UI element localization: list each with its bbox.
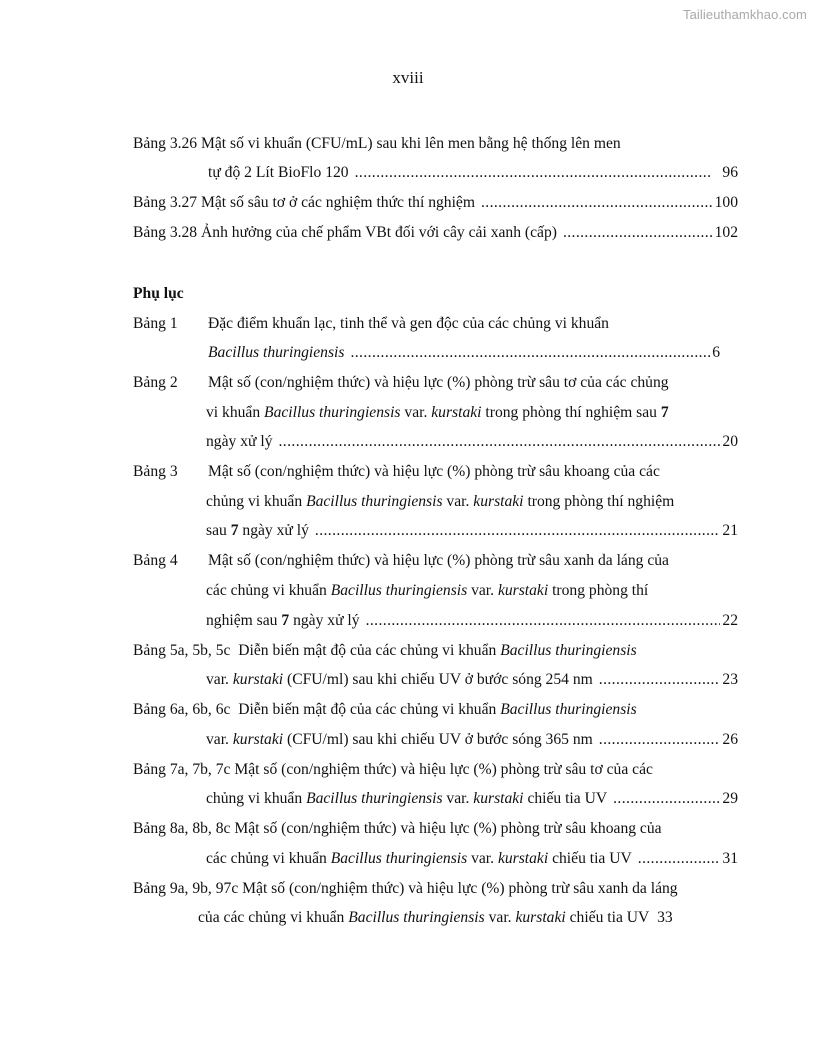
- entry-text: nghiệm sau: [206, 612, 278, 629]
- var-text: var.: [488, 909, 512, 926]
- species-name: Bacillus thuringiensis: [348, 909, 485, 926]
- entry-label: Bảng 5a, 5b, 5c: [133, 642, 231, 659]
- entry-text: chủng vi khuẩn: [206, 790, 303, 807]
- entry-title: Mật số (con/nghiệm thức) và hiệu lực (%) phòng trừ sâu tơ của các chủng: [208, 374, 669, 391]
- entry-text: chiếu tia UV: [552, 850, 632, 867]
- appendix-entry-7[interactable]: [133, 760, 653, 780]
- entry-text: ngày xử lý: [242, 522, 309, 539]
- entry-label: Bảng 3: [133, 463, 178, 480]
- appendix-entry-1[interactable]: [133, 314, 609, 334]
- species-name: Bacillus thuringiensis: [306, 493, 443, 510]
- day-count: 7: [281, 612, 290, 629]
- var-text: var.: [471, 850, 495, 867]
- entry-label: Bảng 3.28: [133, 224, 198, 241]
- species-name: Bacillus thuringiensis: [208, 344, 345, 361]
- entry-text: chiếu tia UV: [527, 790, 608, 807]
- appendix-entry-3-line2: [206, 492, 674, 512]
- appendix-entry-2[interactable]: [133, 373, 669, 393]
- leader-dots: [599, 670, 721, 690]
- entry-title: tự độ 2 Lít BioFlo 120: [208, 164, 349, 181]
- entry-page: 6: [712, 344, 720, 361]
- entry-label: Bảng 1: [133, 315, 178, 332]
- entry-title: Mật số (con/nghiệm thức) và hiệu lực (%) phòng trừ sâu khoang của các: [208, 463, 660, 480]
- entry-label: Bảng 7a, 7b, 7c: [133, 761, 231, 778]
- species-name: Bacillus thuringiensis: [500, 701, 637, 718]
- appendix-entry-4[interactable]: [133, 551, 669, 571]
- toc-entry-3-27[interactable]: [133, 193, 738, 213]
- entry-text: [206, 789, 607, 809]
- species-name: Bacillus thuringiensis: [264, 404, 401, 421]
- page-number: xviii: [392, 68, 424, 87]
- appendix-entry-5-line2[interactable]: [206, 670, 738, 690]
- entry-label: Bảng 3.26: [133, 135, 198, 152]
- appendix-entry-8[interactable]: [133, 819, 662, 839]
- appendix-entry-5[interactable]: [133, 641, 637, 661]
- appendix-entry-9[interactable]: [133, 879, 678, 899]
- species-name: Bacillus thuringiensis: [306, 790, 443, 807]
- entry-text: chủng vi khuẩn: [206, 493, 303, 510]
- leader-dots: [355, 163, 713, 183]
- entry-page: 23: [722, 671, 738, 688]
- subspecies-name: kurstaki: [497, 582, 549, 599]
- entry-page: 22: [722, 612, 738, 629]
- species-name: Bacillus thuringiensis: [330, 850, 468, 867]
- entry-label: Bảng 8a, 8b, 8c: [133, 820, 231, 837]
- var-text: var.: [446, 493, 470, 510]
- entry-text: [206, 730, 593, 750]
- subspecies-name: kurstaki: [497, 850, 549, 867]
- leader-dots: [366, 611, 721, 631]
- entry-text: ngày xử lý: [293, 612, 360, 629]
- subspecies-name: kurstaki: [431, 404, 482, 421]
- entry-title: Mật số (con/nghiệm thức) và hiệu lực (%) phòng trừ sâu xanh da láng của: [208, 552, 669, 569]
- entry-page: 33: [657, 909, 673, 926]
- species-name: Bacillus thuringiensis: [500, 642, 637, 659]
- leader-dots: [350, 343, 710, 363]
- subspecies-name: kurstaki: [473, 790, 524, 807]
- appendix-entry-3-line3[interactable]: [206, 521, 738, 541]
- leader-dots: [613, 789, 720, 809]
- entry-page: 100: [714, 194, 738, 211]
- leader-dots: [315, 521, 721, 541]
- entry-label: Bảng 6a, 6b, 6c: [133, 701, 231, 718]
- entry-title: Mật số vi khuẩn (CFU/mL) sau khi lên men bằng hệ thống lên men: [201, 135, 621, 152]
- entry-text: vi khuẩn: [206, 404, 261, 421]
- day-count: 7: [660, 404, 669, 421]
- leader-dots: [279, 432, 721, 452]
- entry-page: 20: [722, 433, 738, 450]
- day-count: 7: [230, 522, 239, 539]
- subspecies-name: kurstaki: [473, 493, 524, 510]
- var-text: var.: [404, 404, 428, 421]
- entry-text: các chủng vi khuẩn: [206, 850, 327, 867]
- appendix-entry-8-line2[interactable]: [206, 849, 738, 869]
- watermark: Tailieuthamkhao.com: [682, 7, 807, 22]
- entry-text: ngày xử lý: [206, 433, 273, 450]
- appendix-entry-2-line3[interactable]: [206, 432, 738, 452]
- entry-title: Mật số (con/nghiệm thức) và hiệu lực (%) phòng trừ sâu tơ của các: [234, 761, 653, 778]
- entry-title: Ảnh hưởng của chế phẩm VBt đối với cây cải xanh (cấp): [201, 224, 557, 241]
- entry-page: 26: [722, 731, 738, 748]
- subspecies-name: kurstaki: [515, 909, 566, 926]
- entry-page: 21: [722, 522, 738, 539]
- leader-dots: [481, 193, 713, 213]
- subspecies-name: kurstaki: [232, 731, 284, 748]
- entry-text: trong phòng thí: [552, 582, 649, 599]
- entry-text: [206, 521, 309, 541]
- entry-label: Bảng 2: [133, 374, 178, 391]
- var-text: var.: [206, 731, 229, 748]
- var-text: var.: [471, 582, 495, 599]
- entry-text: của các chủng vi khuẩn: [198, 909, 345, 926]
- entry-text: sau: [206, 522, 227, 539]
- var-text: var.: [206, 671, 229, 688]
- toc-entry-3-26-cont[interactable]: [208, 163, 738, 183]
- entry-title: Diễn biến mật độ của các chủng vi khuẩn: [238, 701, 497, 718]
- entry-text: trong phòng thí nghiệm: [527, 493, 675, 510]
- entry-text: [206, 611, 360, 631]
- entry-page: 96: [722, 164, 738, 181]
- appendix-entry-6-line2[interactable]: [206, 730, 738, 750]
- appendix-entry-9-line2[interactable]: [198, 908, 673, 928]
- subspecies-name: kurstaki: [232, 671, 284, 688]
- entry-page: 102: [714, 224, 738, 241]
- entry-text: các chủng vi khuẩn: [206, 582, 327, 599]
- appendix-entry-3[interactable]: [133, 462, 660, 482]
- entry-label: Bảng 3.27: [133, 194, 198, 211]
- entry-text: [133, 193, 475, 213]
- leader-dots: [563, 223, 713, 243]
- entry-text: trong phòng thí nghiệm sau: [485, 404, 657, 421]
- entry-text: [206, 849, 632, 869]
- entry-text: chiếu tia UV: [569, 909, 650, 926]
- species-name: Bacillus thuringiensis: [330, 582, 468, 599]
- toc-entry-3-28[interactable]: [133, 223, 738, 243]
- entry-title: Diễn biến mật độ của các chủng vi khuẩn: [238, 642, 497, 659]
- leader-dots: [599, 730, 721, 750]
- entry-page: 31: [722, 850, 738, 867]
- appendix-entry-6[interactable]: [133, 700, 637, 720]
- appendix-entry-4-line2: [206, 581, 648, 601]
- entry-text: (CFU/ml) sau khi chiếu UV ở bước sóng 365 nm: [287, 731, 593, 748]
- appendix-entry-2-line2: [206, 403, 669, 423]
- entry-title: Mật số (con/nghiệm thức) và hiệu lực (%) phòng trừ sâu khoang của: [234, 820, 662, 837]
- entry-title: Mật số sâu tơ ở các nghiệm thức thí nghiệm: [201, 194, 475, 211]
- appendix-entry-4-line3[interactable]: [206, 611, 738, 631]
- var-text: var.: [446, 790, 470, 807]
- appendix-entry-1-cont[interactable]: [208, 343, 720, 363]
- entry-text: [133, 223, 557, 243]
- entry-title: [208, 343, 344, 363]
- entry-label: Bảng 4: [133, 552, 178, 569]
- entry-title: Mật số (con/nghiệm thức) và hiệu lực (%) phòng trừ sâu xanh da láng: [242, 880, 678, 897]
- leader-dots: [638, 849, 721, 869]
- entry-text: [206, 670, 593, 690]
- appendix-heading: Phụ lục: [133, 285, 184, 302]
- entry-label: Bảng 9a, 9b, 97c: [133, 880, 239, 897]
- entry-text: (CFU/ml) sau khi chiếu UV ở bước sóng 254 nm: [287, 671, 593, 688]
- entry-page: 29: [722, 790, 738, 807]
- appendix-entry-7-line2[interactable]: [206, 789, 738, 809]
- toc-entry-3-26[interactable]: [133, 134, 621, 154]
- entry-title: Đặc điểm khuẩn lạc, tinh thể và gen độc của các chủng vi khuẩn: [208, 315, 609, 332]
